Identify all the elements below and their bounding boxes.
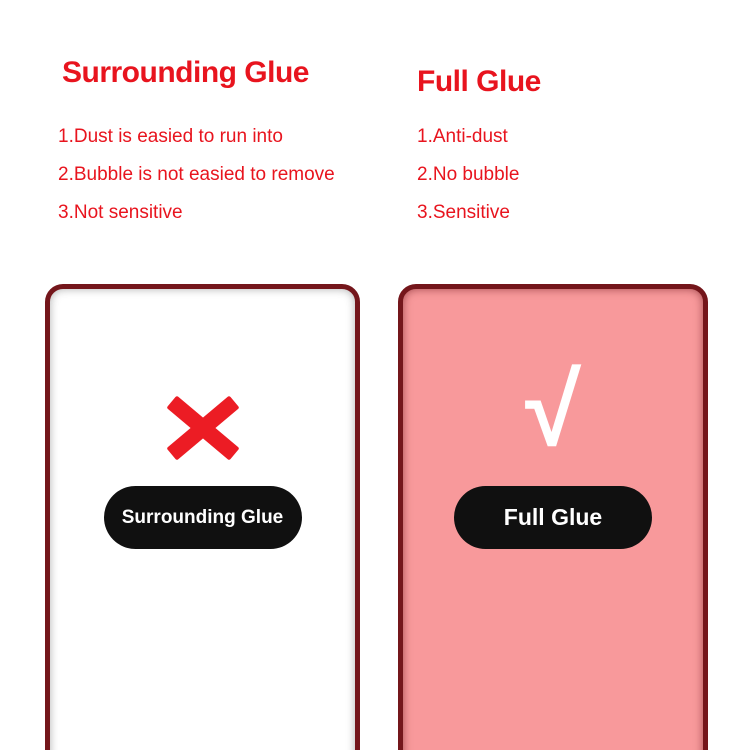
badge-label: Surrounding Glue: [121, 506, 284, 528]
list-item: 2.No bubble: [417, 164, 520, 185]
surrounding-glue-title: Surrounding Glue: [62, 56, 309, 90]
full-glue-title: Full Glue: [417, 65, 541, 99]
surrounding-glue-badge: [104, 486, 302, 549]
surrounding-glue-list: [58, 118, 335, 232]
list-item: 1.Anti-dust: [417, 126, 508, 147]
list-item: 3.Not sensitive: [58, 202, 183, 223]
cross-icon: [164, 397, 242, 459]
list-item: 3.Sensitive: [417, 202, 510, 223]
surrounding-glue-phone: [45, 284, 360, 750]
full-glue-list: [417, 118, 519, 232]
check-icon: √: [525, 353, 581, 467]
full-glue-phone: [398, 284, 708, 750]
full-glue-badge: [454, 486, 652, 549]
list-item: 2.Bubble is not easied to remove: [58, 164, 335, 185]
list-item: 1.Dust is easied to run into: [58, 126, 283, 147]
badge-label: Full Glue: [503, 504, 603, 530]
